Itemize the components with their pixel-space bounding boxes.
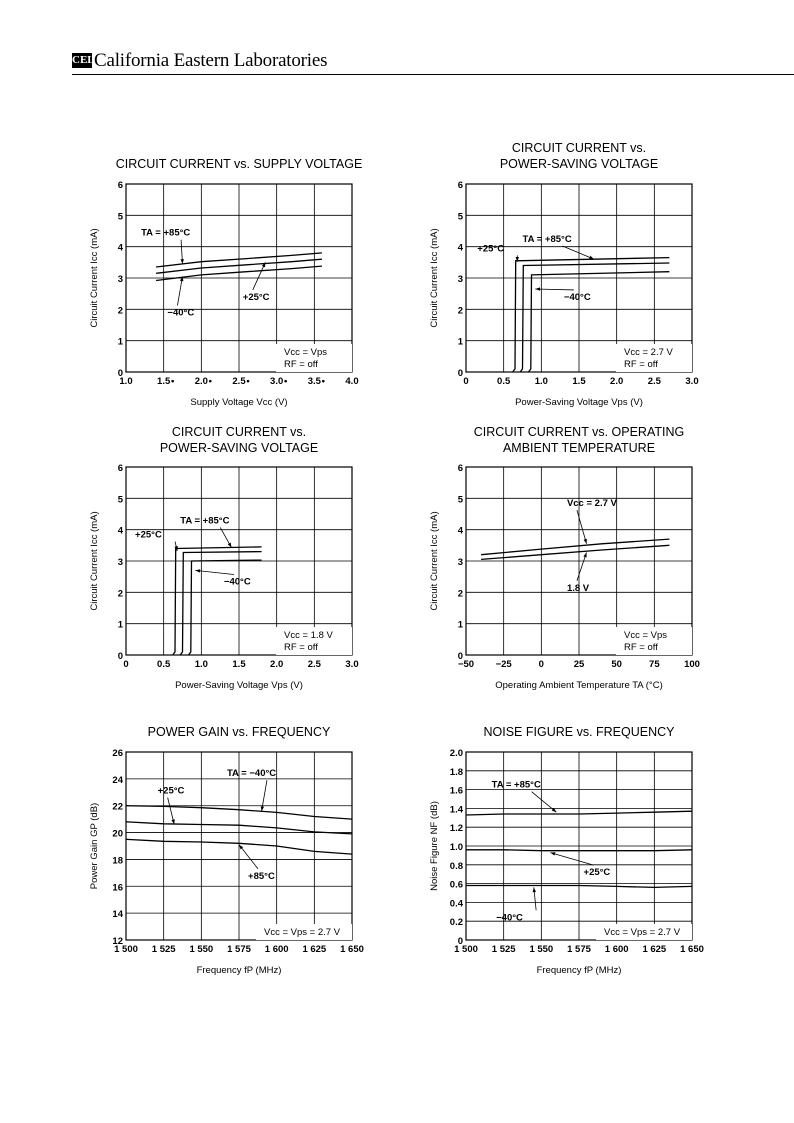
- y-tick-label: 1.2: [449, 823, 463, 835]
- series-label: TA = −40°C: [226, 768, 277, 780]
- x-tick-label: 25: [573, 659, 585, 670]
- y-tick-label: 2.0: [449, 748, 463, 759]
- y-tick-label: 1: [457, 336, 463, 348]
- condition-note: Vcc = Vps: [624, 630, 668, 641]
- chart-6: [429, 725, 704, 976]
- x-tick-label: 1.0: [119, 376, 133, 387]
- series-label: +25°C: [242, 291, 270, 303]
- chart-3: [89, 425, 359, 691]
- y-tick-label: 1.6: [449, 785, 463, 797]
- leader-arrowhead: [550, 852, 555, 855]
- y-tick-label: 1: [117, 619, 123, 631]
- y-tick-label: 4: [117, 242, 123, 254]
- chart-5: [89, 725, 364, 976]
- leader-arrowhead: [261, 806, 264, 811]
- x-tick-marker: •: [284, 376, 288, 387]
- x-tick-marker: •: [171, 376, 175, 387]
- y-tick-label: 0: [457, 936, 463, 947]
- y-axis-label: Circuit Current Icc (mA): [89, 511, 100, 611]
- y-tick-label: 12: [112, 936, 123, 947]
- series-label: Vcc = 2.7 V: [566, 498, 617, 510]
- x-tick-label: 1 525: [151, 944, 176, 955]
- x-tick-label: 1.5: [232, 659, 246, 670]
- y-tick-label: 16: [112, 882, 123, 894]
- chart-title: CIRCUIT CURRENT vs. SUPPLY VOLTAGE: [115, 157, 363, 171]
- series-label: TA = +85°C: [522, 233, 572, 245]
- series-label: +25°C: [157, 785, 185, 797]
- y-tick-label: 4: [457, 242, 463, 254]
- series-label: −40°C: [563, 291, 591, 303]
- y-tick-label: 2: [117, 305, 123, 317]
- condition-note: Vcc = Vps: [284, 347, 328, 358]
- series-label: 1.8 V: [566, 582, 590, 594]
- chart-title: CIRCUIT CURRENT vs.: [511, 141, 647, 155]
- y-tick-label: 1.8: [449, 766, 463, 778]
- condition-note: RF = off: [284, 642, 318, 653]
- x-tick-label: 1 650: [680, 944, 704, 955]
- leader-line: [532, 792, 557, 812]
- y-tick-label: 4: [457, 525, 463, 537]
- y-tick-label: 0.8: [449, 860, 463, 872]
- x-tick-label: 1 625: [642, 944, 667, 955]
- x-tick-label: 1 600: [604, 944, 629, 955]
- chart-title: POWER GAIN vs. FREQUENCY: [147, 725, 331, 739]
- y-tick-label: 0.2: [449, 917, 463, 929]
- x-tick-marker: •: [208, 376, 212, 387]
- x-axis-label: Frequency fP (MHz): [196, 965, 282, 976]
- x-tick-label: 1 525: [491, 944, 516, 955]
- series-label: +25°C: [583, 867, 611, 879]
- leader-line: [550, 853, 593, 866]
- x-tick-label: 1 575: [227, 944, 251, 955]
- y-tick-label: 1: [117, 336, 123, 348]
- x-axis-label: Frequency fP (MHz): [536, 965, 622, 976]
- x-tick-label: 1 625: [302, 944, 327, 955]
- series-label: −40°C: [167, 307, 195, 319]
- series-label: +25°C: [135, 529, 162, 541]
- series-label: +25°C: [477, 243, 505, 255]
- condition-note: Vcc = 1.8 V: [284, 630, 333, 641]
- x-tick-label: 2.5: [647, 376, 661, 387]
- y-tick-label: 0: [117, 368, 123, 379]
- chart-title: POWER-SAVING VOLTAGE: [159, 441, 319, 455]
- y-tick-label: 0.6: [449, 879, 463, 891]
- x-tick-marker: •: [321, 376, 325, 387]
- x-tick-label: 0.5: [497, 376, 511, 387]
- condition-note: Vcc = Vps = 2.7 V: [264, 927, 341, 938]
- x-tick-label: 3.0: [345, 659, 359, 670]
- leader-arrowhead: [583, 553, 586, 558]
- x-tick-label: 0: [538, 659, 544, 670]
- x-tick-label: 1 650: [340, 944, 364, 955]
- y-tick-label: 3: [117, 274, 123, 285]
- y-tick-label: 22: [112, 801, 123, 813]
- chart-title: AMBIENT TEMPERATURE: [502, 441, 656, 455]
- y-tick-label: 0: [457, 368, 463, 379]
- x-tick-label: 2.0: [610, 376, 624, 387]
- series-line: [180, 552, 261, 655]
- y-tick-label: 1: [457, 619, 463, 631]
- y-tick-label: 5: [117, 211, 123, 223]
- x-tick-label: 2.5: [307, 659, 321, 670]
- y-tick-label: 3: [457, 557, 463, 568]
- y-tick-label: 5: [117, 494, 123, 506]
- chart-1: [89, 157, 362, 408]
- company-logo: CEL: [72, 54, 95, 66]
- leader-arrowhead: [533, 887, 536, 892]
- x-tick-label: 2.5: [232, 376, 246, 387]
- y-axis-label: Circuit Current Icc (mA): [89, 228, 100, 328]
- leader-arrowhead: [589, 256, 594, 259]
- x-axis-label: Supply Voltage Vcc (V): [190, 397, 288, 408]
- leader-arrowhead: [228, 543, 232, 548]
- y-tick-label: 1.0: [449, 842, 463, 853]
- y-tick-label: 2: [117, 588, 123, 600]
- leader-arrowhead: [584, 539, 587, 544]
- x-tick-label: 2.0: [270, 659, 284, 670]
- y-tick-label: 2: [457, 588, 463, 600]
- x-tick-label: 1 500: [454, 944, 478, 955]
- y-tick-label: 6: [117, 463, 123, 474]
- series-line: [189, 560, 262, 655]
- chart-title: NOISE FIGURE vs. FREQUENCY: [483, 725, 675, 739]
- series-label: +85°C: [248, 870, 275, 882]
- y-axis-label: Circuit Current Icc (mA): [429, 228, 440, 328]
- y-tick-label: 18: [112, 855, 123, 867]
- y-tick-label: 5: [457, 211, 463, 223]
- x-tick-label: 0.5: [157, 659, 171, 670]
- y-axis-label: Circuit Current Icc (mA): [429, 511, 440, 611]
- x-axis-label: Operating Ambient Temperature TA (°C): [495, 680, 663, 691]
- x-tick-label: 0: [463, 376, 469, 387]
- series-label: −40°C: [223, 576, 251, 588]
- y-tick-label: 6: [457, 180, 463, 191]
- x-tick-label: 100: [684, 659, 700, 670]
- y-tick-label: 5: [457, 494, 463, 506]
- chart-title: CIRCUIT CURRENT vs. OPERATING: [473, 425, 685, 439]
- y-tick-label: 1.4: [449, 804, 463, 816]
- y-tick-label: 3: [457, 274, 463, 285]
- condition-note: Vcc = Vps = 2.7 V: [604, 927, 681, 938]
- leader-line: [262, 780, 267, 811]
- y-tick-label: 4: [117, 525, 123, 537]
- x-tick-marker: •: [246, 376, 250, 387]
- leader-line: [577, 510, 587, 544]
- x-tick-label: 1 575: [567, 944, 591, 955]
- series-label: TA = +85°C: [180, 515, 230, 527]
- chart-4: [429, 425, 700, 691]
- x-tick-label: −25: [495, 659, 512, 670]
- x-tick-label: 1.0: [534, 376, 548, 387]
- chart-2: [429, 141, 699, 408]
- series-line: [173, 547, 262, 655]
- y-tick-label: 20: [112, 828, 123, 840]
- chart-title: CIRCUIT CURRENT vs.: [171, 425, 307, 439]
- leader-line: [563, 246, 595, 259]
- x-tick-label: 0: [123, 659, 129, 670]
- chart-title: POWER-SAVING VOLTAGE: [499, 157, 659, 171]
- condition-note: RF = off: [624, 359, 658, 370]
- leader-arrowhead: [535, 287, 540, 290]
- y-tick-label: 14: [112, 909, 123, 921]
- y-tick-label: 6: [457, 463, 463, 474]
- x-tick-label: 4.0: [345, 376, 359, 387]
- y-tick-label: 3: [117, 557, 123, 568]
- x-axis-label: Power-Saving Voltage Vps (V): [515, 397, 643, 408]
- y-tick-label: 0: [457, 651, 463, 662]
- condition-note: RF = off: [284, 359, 318, 370]
- x-tick-label: 1.5: [572, 376, 586, 387]
- condition-note: Vcc = 2.7 V: [624, 347, 673, 358]
- x-tick-label: 2.0: [194, 376, 208, 387]
- x-tick-label: 1 500: [114, 944, 138, 955]
- y-tick-label: 0: [117, 651, 123, 662]
- x-tick-label: 75: [649, 659, 660, 670]
- y-axis-label: Noise Figure NF (dB): [429, 801, 440, 891]
- x-tick-label: 3.0: [270, 376, 284, 387]
- x-tick-label: 1.5: [157, 376, 171, 387]
- x-tick-label: −50: [457, 659, 475, 670]
- x-tick-label: 1 550: [189, 944, 214, 955]
- y-tick-label: 2: [457, 305, 463, 317]
- y-tick-label: 0.4: [449, 898, 463, 910]
- y-tick-label: 24: [112, 774, 123, 786]
- leader-arrowhead: [195, 569, 200, 572]
- y-tick-label: 26: [112, 748, 123, 759]
- x-tick-label: 1 600: [264, 944, 289, 955]
- y-axis-label: Power Gain GP (dB): [89, 802, 100, 890]
- series-label: TA = +85°C: [141, 227, 191, 239]
- x-tick-label: 1 550: [529, 944, 554, 955]
- x-axis-label: Power-Saving Voltage Vps (V): [175, 680, 303, 691]
- x-tick-label: 3.0: [685, 376, 699, 387]
- company-name: California Eastern Laboratories: [94, 50, 328, 71]
- x-tick-label: 1.0: [194, 659, 208, 670]
- series-label: TA = +85°C: [491, 779, 541, 791]
- y-tick-label: 6: [117, 180, 123, 191]
- condition-note: RF = off: [624, 642, 658, 653]
- x-tick-label: 3.5: [307, 376, 321, 387]
- series-label: −40°C: [496, 912, 523, 924]
- x-tick-label: 50: [611, 659, 622, 670]
